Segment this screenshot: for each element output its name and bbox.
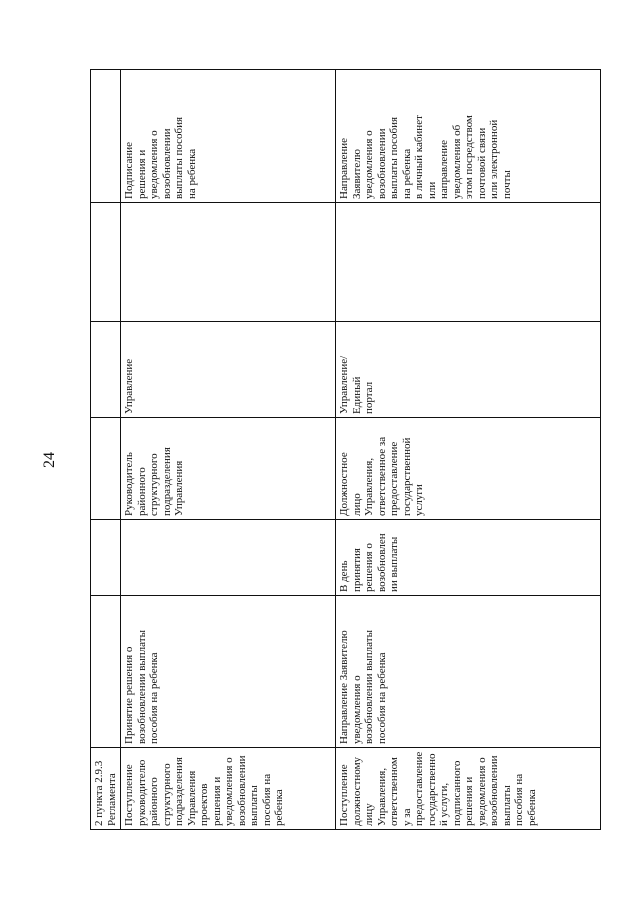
table-cell: Подписание решения и уведомления о возобновлении выплаты пособия на ребенка bbox=[121, 70, 336, 203]
table-cell bbox=[121, 203, 336, 322]
table-cell bbox=[91, 203, 121, 322]
table-cell: Управление/ Единый портал bbox=[336, 322, 601, 418]
table-row bbox=[336, 70, 601, 830]
page-number: 24 bbox=[41, 452, 58, 468]
rotated-page-content bbox=[90, 70, 600, 830]
table-cell bbox=[91, 596, 121, 748]
table-cell bbox=[91, 520, 121, 596]
table-row bbox=[91, 70, 121, 830]
table-row bbox=[121, 70, 336, 830]
table-cell bbox=[91, 70, 121, 203]
table-cell: Управление bbox=[121, 322, 336, 418]
table-cell: 2 пункта 2.9.3 Регламента bbox=[91, 748, 121, 830]
table-cell: Должностное лицо Управления, ответственное за предоставление государственной услуги bbox=[336, 418, 601, 520]
table-cell: Направление Заявителю уведомления о возобновлении выплаты пособия на ребенка в личный кабинет или направление уведомления об этом посредством почтовой связи или электронной почты bbox=[336, 70, 601, 203]
table-cell bbox=[91, 418, 121, 520]
table-cell: Поступление должностному лицу Управления, ответственном у за предоставление государственно й услуги, подписанного решения и уведомления о возобновлении выплаты пособия на ребенка bbox=[336, 748, 601, 830]
table-cell bbox=[336, 203, 601, 322]
table-cell: Руководитель районного структурного подразделения Управления bbox=[121, 418, 336, 520]
table-cell: Направление Заявителю уведомления о возобновлении выплаты пособия на ребенка bbox=[336, 596, 601, 748]
table-cell: Принятие решения о возобновлении выплаты пособия на ребенка bbox=[121, 596, 336, 748]
table-cell bbox=[121, 520, 336, 596]
procedure-table bbox=[90, 69, 601, 830]
table-cell bbox=[91, 322, 121, 418]
table-cell: Поступление руководителю районного структурного подразделения Управления проектов решения и уведомления о возобновлении выплаты пособия на ребенка bbox=[121, 748, 336, 830]
table-cell: В день принятия решения о возобновлен ии выплаты bbox=[336, 520, 601, 596]
